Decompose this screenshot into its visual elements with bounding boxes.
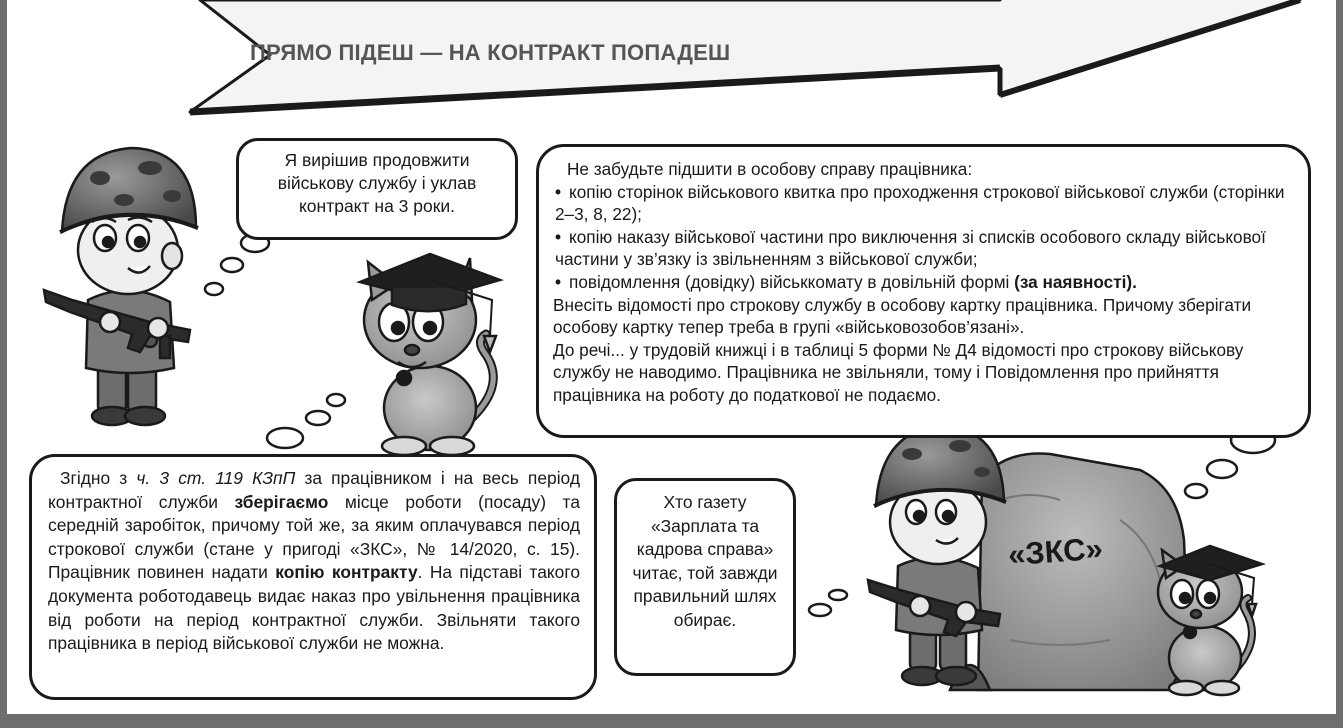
- slogan-text: Хто газету «Зарплата та кадрова справа» читає, той завжди правильний шлях обирає.: [632, 492, 778, 630]
- thought-trail-cat: [267, 394, 345, 448]
- checklist-intro: Не забудьте підшити в особову справу працівника:: [567, 159, 973, 179]
- soldier-character-left: [44, 148, 198, 425]
- bullet-icon: •: [555, 181, 562, 202]
- personal-card-note: Внесіть відомості про строкову службу в особову картку працівника. Причому зберігати особову картку тепер треба в групі «військовозобов’язані».: [553, 294, 1252, 338]
- speech-bubble-soldier: [236, 138, 518, 240]
- checklist-item: • повідомлення (довідку) військкомату в довільній формі (за наявності).: [555, 271, 1137, 292]
- law-paragraph: Згідно з ч. 3 ст. 119 КЗпП за працівником і на весь період контрактної служби зберігаємо місце роботи (посаду) та середній заробіток, причому той же, за яким оплачувався період строкової служби (стане у пригоді «ЗКС», № 14/2020, с. 15). Працівник повинен надати копію контракту. На підставі такого документа роботодавець видає наказ про увільнення працівника від роботи на період контрактної служби. Звільняти такого працівника в період військової служби не можна.: [48, 468, 580, 654]
- stone-label: «ЗКС»: [1006, 530, 1104, 573]
- emphasis-contract-copy: копію контракту: [275, 562, 418, 583]
- bullet-icon: •: [555, 271, 562, 292]
- banner-title: ПРЯМО ПІДЕШ — НА КОНТРАКТ ПОПАДЕШ: [250, 40, 731, 65]
- thought-trail-soldier: [205, 234, 269, 295]
- checklist-item: • копію сторінок військового квитка про проходження строкової військової служби (сторінки 2–3, 8, 22);: [555, 181, 1285, 225]
- cat-character-middle: [360, 254, 500, 455]
- checklist-item: • копію наказу військової частини про виключення зі списків особового складу військової частини у зв’язку із звільненням з військової служби;: [555, 226, 1266, 270]
- by-the-way-note: До речі... у трудовій книжці і в таблиці 5 форми № Д4 відомості про строкову військову службу не наводимо. Працівника не звільняли, тому і Повідомлення про прийняття працівника на роботу до податкової не подаємо.: [553, 339, 1244, 405]
- speech-bubble-slogan: [614, 478, 796, 676]
- speech-bubble-checklist: [536, 144, 1311, 438]
- cat-character-right: [1158, 546, 1262, 695]
- soldier-speech-text: Я вирішив продовжити військову службу і уклав контракт на 3 роки.: [277, 150, 477, 216]
- speech-bubble-law: [29, 454, 597, 700]
- thought-trail-small: [809, 590, 847, 616]
- checklist: [553, 181, 1294, 294]
- emphasis-keep: зберігаємо: [234, 491, 329, 512]
- if-available-note: (за наявності).: [1014, 271, 1137, 292]
- law-reference: ч. 3 ст. 119 КЗпП: [136, 468, 296, 488]
- bullet-icon: •: [555, 226, 562, 247]
